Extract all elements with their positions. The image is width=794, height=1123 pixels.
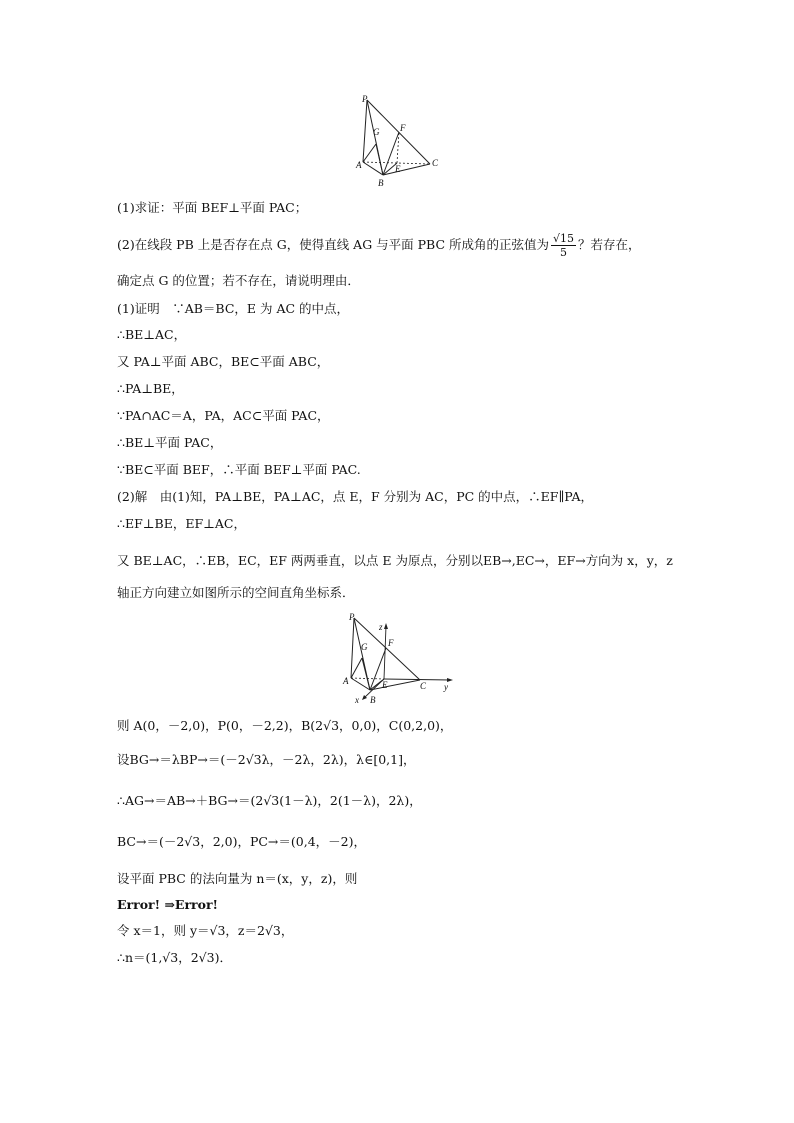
solution-line-5: ∵PA∩AC＝A，PA，AC⊂平面 PAC，	[117, 408, 330, 423]
solution-line-7: ∵BE⊂平面 BEF，∴平面 BEF⊥平面 PAC.	[117, 462, 361, 477]
question-2-continued: 确定点 G 的位置；若不存在，请说明理由．	[117, 273, 360, 288]
solution-line-13: 设BG→＝λBP→＝(－2√3λ，－2λ，2λ)，λ∈[0,1]，	[117, 752, 416, 767]
fraction-denominator: 5	[560, 246, 568, 259]
label-A: A	[343, 676, 349, 686]
solution-line-19: ∴n＝(1,√3，2√3)．	[117, 950, 232, 965]
label-P: P	[362, 94, 368, 104]
question-2-tail: ？若存在，	[578, 237, 641, 252]
solution-line-16: 设平面 PBC 的法向量为 n＝(x，y，z)，则	[117, 871, 358, 886]
label-G: G	[373, 127, 380, 137]
solution-line-4: ∴PA⊥BE，	[117, 381, 184, 396]
solution-line-6: ∴BE⊥平面 PAC，	[117, 435, 223, 450]
question-2	[117, 232, 641, 259]
question-1: (1)求证：平面 BEF⊥平面 PAC；	[117, 200, 308, 215]
solution-line-1: (1)证明 ∵AB＝BC，E 为 AC 的中点，	[117, 301, 350, 316]
pyramid-coordinate-figure	[340, 612, 460, 712]
label-z: z	[379, 622, 383, 632]
solution-line-9: ∴EF⊥BE，EF⊥AC，	[117, 516, 246, 531]
fraction-sqrt15-over-5	[551, 232, 576, 259]
solution-line-18: 令 x＝1，则 y＝√3，z＝2√3，	[117, 923, 294, 938]
fraction-numerator: √15	[553, 232, 575, 245]
solution-line-15: BC→＝(－2√3，2,0)，PC→＝(0,4，－2)，	[117, 834, 366, 849]
solution-line-3: 又 PA⊥平面 ABC，BE⊂平面 ABC，	[117, 354, 330, 369]
label-E: E	[395, 164, 401, 174]
solution-line-11: 轴正方向建立如图所示的空间直角坐标系．	[117, 585, 355, 600]
label-B: B	[370, 695, 376, 705]
y-axis	[384, 679, 450, 680]
label-A: A	[356, 160, 362, 170]
edge-AG	[351, 658, 362, 678]
z-arrow	[384, 623, 388, 629]
solution-line-2: ∴BE⊥AC，	[117, 327, 187, 342]
hidden-edges-2	[351, 678, 384, 679]
edge-GB	[376, 144, 383, 175]
label-B: B	[378, 178, 384, 188]
solution-line-12: 则 A(0，－2,0)，P(0，－2,2)，B(2√3，0,0)，C(0,2,0)，	[117, 718, 453, 733]
solution-line-14: ∴AG→＝AB→＋BG→＝(2√3(1－λ)，2(1－λ)，2λ)，	[117, 793, 422, 808]
edge-AE	[351, 678, 384, 679]
edge-PA	[351, 618, 354, 678]
label-y: y	[444, 682, 448, 692]
label-E: E	[382, 680, 388, 690]
solution-line-10: 又 BE⊥AC，∴EB，EC，EF 两两垂直，以点 E 为原点，分别以EB→,EC→，EF→方向为 x，y，z	[117, 553, 673, 568]
label-C: C	[420, 681, 427, 691]
question-2-text: (2)在线段 PB 上是否存在点 G，使得直线 AG 与平面 PBC 所成角的正弦值为	[117, 237, 550, 252]
label-x: x	[355, 695, 359, 705]
pyramid-figure-top	[350, 92, 450, 192]
edge-PA	[363, 100, 367, 162]
solution-line-8: (2)解 由(1)知，PA⊥BE，PA⊥AC，点 E，F 分别为 AC，PC 的中点，∴EF∥PA，	[117, 489, 594, 504]
axes	[364, 626, 450, 698]
edge-AG	[363, 144, 376, 162]
error-line: Error! ⇒Error!	[117, 897, 219, 912]
label-F: F	[400, 123, 406, 133]
label-P: P	[349, 612, 355, 622]
label-C: C	[432, 158, 439, 168]
label-F: F	[388, 638, 394, 648]
label-G: G	[361, 642, 368, 652]
